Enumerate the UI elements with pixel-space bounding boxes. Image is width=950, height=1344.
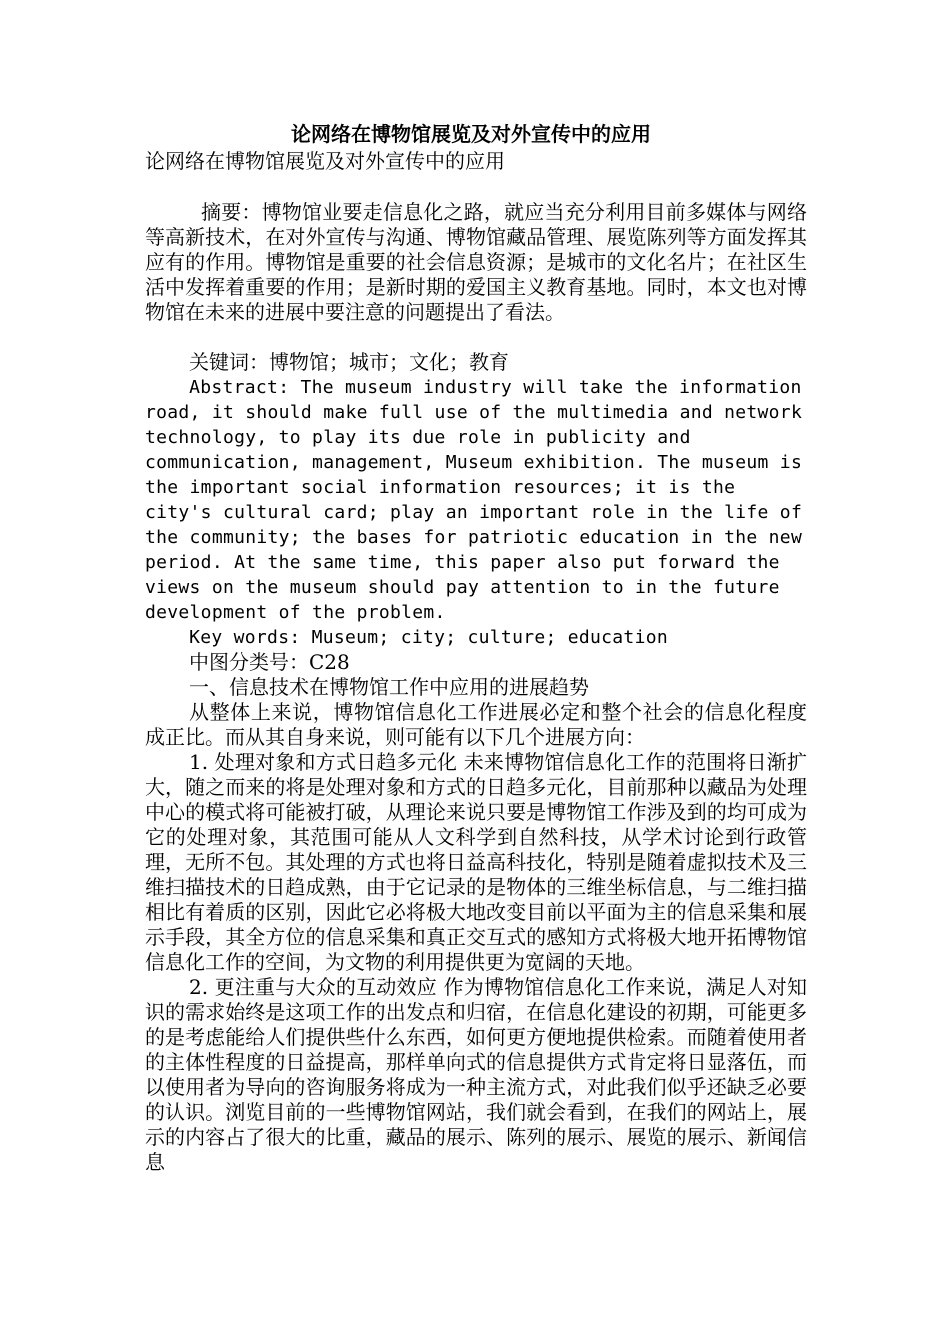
keywords-en: Key words: Museum; city; culture; education <box>189 627 668 648</box>
classification-number: 中图分类号：C28 <box>189 650 350 674</box>
abstract-cn: 摘要：博物馆业要走信息化之路，就应当充分利用目前多媒体与网络等高新技术，在对外宣传与沟通、博物馆藏品管理、展览陈列等方面发挥其应有的作用。博物馆是重要的社会信息资源；是城市的文化名片；在社区生活中发挥着重要的作用；是新时期的爱国主义教育基地。同时，本文也对博物馆在未来的进展中要注意的问题提出了看法。 <box>145 200 807 324</box>
point-2-paragraph: 2. 更注重与大众的互动效应 作为博物馆信息化工作来说，满足人对知识的需求始终是这项工作的出发点和归宿，在信息化建设的初期，可能更多的是考虑能给人们提供些什么东西，如何更方便地提供检索。而随着使用者的主体性程度的日益提高，那样单向式的信息提供方式肯定将日显落伍，而以使用者为导向的咨询服务将成为一种主流方式，对此我们似乎还缺乏必要的认识。浏览目前的一些博物馆网站，我们就会看到，在我们的网站上，展示的内容占了很大的比重，藏品的展示、陈列的展示、展览的展示、新闻信息 <box>145 975 807 1174</box>
keywords-cn: 关键词：博物馆；城市；文化；教育 <box>189 350 509 374</box>
section-heading: 一、信息技术在博物馆工作中应用的进展趋势 <box>189 675 589 699</box>
document-subtitle: 论网络在博物馆展览及对外宣传中的应用 <box>145 149 505 173</box>
point-1-paragraph: 1. 处理对象和方式日趋多元化 未来博物馆信息化工作的范围将日渐扩大，随之而来的将是处理对象和方式的日趋多元化，目前那种以藏品为处理中心的模式将可能被打破，从理论来说只要是博物馆工作涉及到的均可成为它的处理对象，其范围可能从人文科学到自然科技，从学术讨论到行政管理，无所不包。其处理的方式也将日益高科技化，特别是随着虚拟技术及三维扫描技术的日趋成熟，由于它记录的是物体的三维坐标信息，与二维扫描相比有着质的区别，因此它必将极大地改变目前以平面为主的信息采集和展示手段，其全方位的信息采集和真正交互式的感知方式将极大地开拓博物馆信息化工作的空间，为文物的利用提供更为宽阔的天地。 <box>145 750 807 974</box>
spacer <box>145 175 807 200</box>
document-page <box>145 120 807 1175</box>
section-intro: 从整体上来说，博物馆信息化工作进展必定和整个社会的信息化程度成正比。而从其自身来说，则可能有以下几个进展方向： <box>145 700 807 749</box>
spacer <box>145 325 807 350</box>
abstract-en: Abstract: The museum industry will take the information road, it should make full use of the multimedia and network technology, to play its due role in publicity and communication, management, Museum exhibition. The museum is the important social information resources; it is the city's cultural card; play an important role in the life of the community; the bases for patriotic education in the new period. At the same time, this paper also put forward the views on the museum should pay attention to in the future development of the problem. <box>145 377 803 623</box>
document-title: 论网络在博物馆展览及对外宣传中的应用 <box>291 122 651 146</box>
